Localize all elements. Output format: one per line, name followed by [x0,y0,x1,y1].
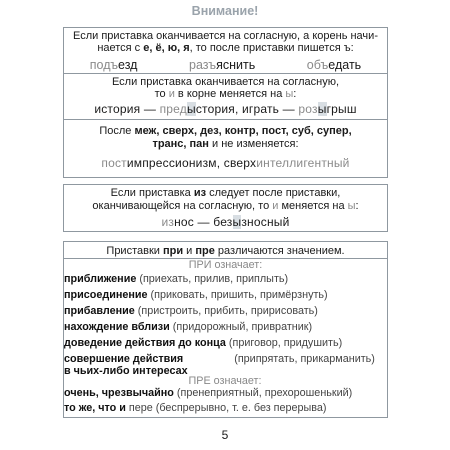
rule-text: Если приставка оканчивается на согласную, а корень начи- [73,30,378,42]
rule-box-hard-sign [63,27,388,74]
rule-text: Если приставка из следует после приставки, [110,187,341,199]
meaning-row: в чьих-либо интересах [64,365,188,377]
divider [64,119,387,120]
meaning-row: присоединение (приковать, пришить, примёрзнуть) [64,289,328,301]
example-word: объедать [306,58,362,72]
example-word: подъезд [89,58,138,72]
meaning-row: прибавление (пристроить, прибить, пририсовать) [64,305,318,317]
meaning-row: то же, что и пере (беспрерывно, т. е. без перерыва) [64,402,327,414]
pri-caption: ПРИ означает: [188,259,263,271]
example-line: история — предыстория, играть — розыгрыш [94,102,357,116]
meaning-row: очень, чрезвычайно (пренеприятный, прехорошенький) [64,387,353,399]
meaning-row: совершение действия (припрятать, прикарманить) [64,353,375,365]
meaning-row: приближение (приехать, прилив, приплыть) [64,273,289,285]
rule-box-y-after-prefix [63,73,388,178]
meaning-row: нахождение вблизи (придорожный, привратник) [64,321,313,333]
rule-text: то и в корне меняется на ы: [154,88,297,100]
divider [64,258,387,259]
rule-text: нается с е, ё, ю, я, то после приставки пишется ъ: [97,42,354,54]
example-line: износ — безызносный [161,215,290,229]
example-word: разъяснить [189,58,256,72]
page-number: 5 [221,428,229,442]
rule-text: Если приставка оканчивается на согласную, [111,76,340,88]
rule-box-iz-prefix [63,184,388,232]
page-title: Внимание! [191,4,259,18]
rule-text: оканчивающейся на согласную, то и меняется на ы: [92,200,359,212]
meaning-row: доведение действия до конца (приговор, придушить) [64,337,343,349]
rule-text: После меж, сверх, дез, контр, пост, суб, супер, [99,125,352,137]
example-line: постимпрессионизм, сверхинтеллигентный [101,156,350,170]
example-words [64,58,387,73]
pre-caption: ПРЕ означает: [188,375,262,387]
rule-text: транс, пан и не изменяется: [152,138,299,150]
rule-text: Приставки при и пре различаются значением. [106,245,345,257]
